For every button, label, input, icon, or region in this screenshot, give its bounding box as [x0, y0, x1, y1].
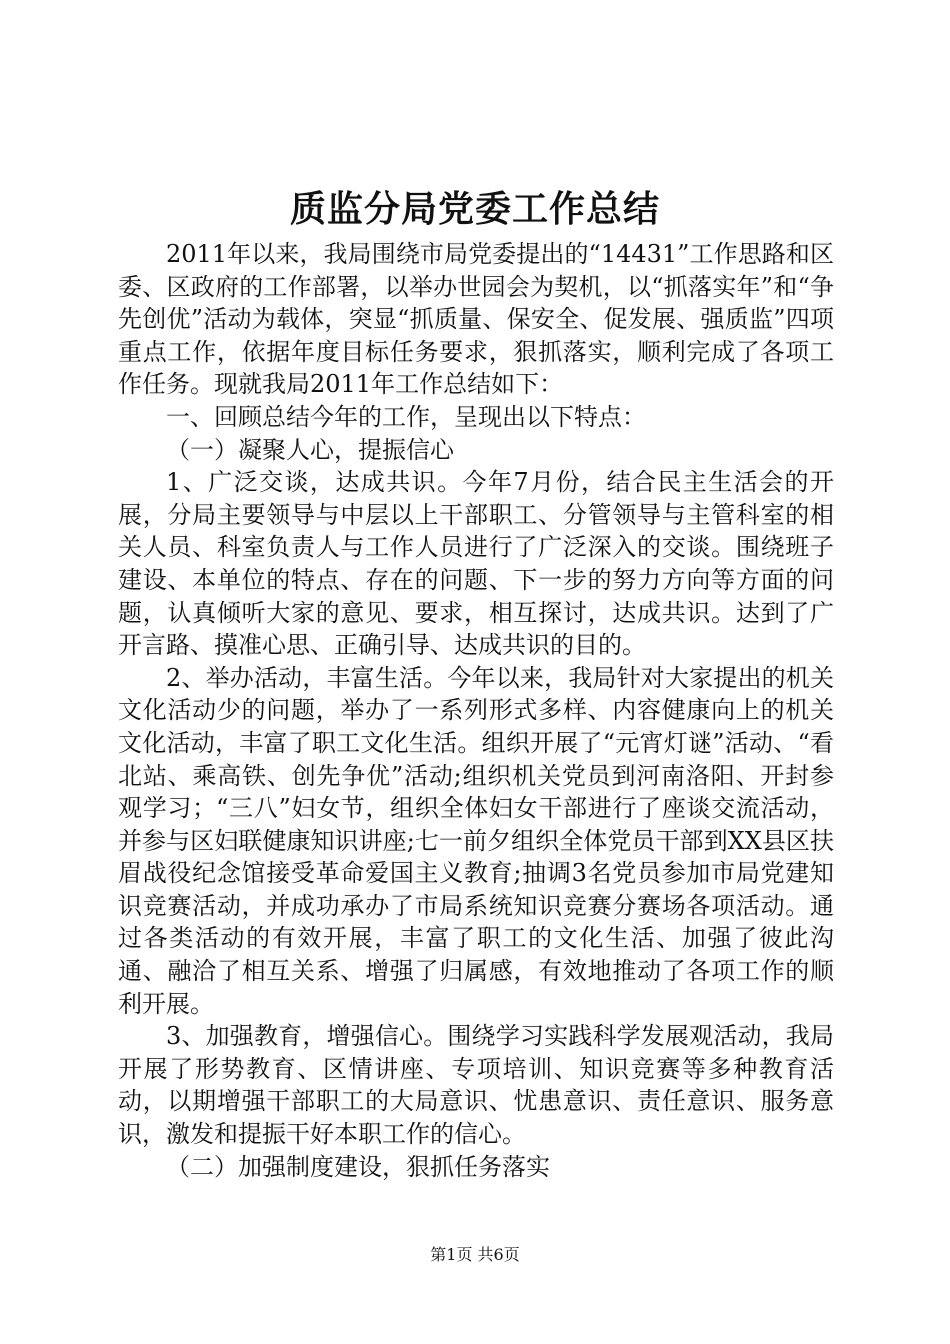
item-paragraph-1: 1、广泛交谈，达成共识。今年7月份，结合民主生活会的开展，分局主要领导与中层以上干部职工、分管领导与主管科室的相关人员、科室负责人与工作人员进行了广泛深入的交谈。围绕班子建设、本单位的特点、存在的问题、下一步的努力方向等方面的问题，认真倾听大家的意见、要求，相互探讨，达成共识。达到了广开言路、摸准心思、正确引导、达成共识的目的。 [118, 468, 834, 660]
section-heading-1: 一、回顾总结今年的工作，呈现出以下特点： [166, 402, 646, 431]
intro-paragraph: 2011年以来，我局围绕市局党委提出的“14431”工作思路和区委、区政府的工作部署，以举办世园会为契机，以“抓落实年”和“争先创优”活动为载体，突显“抓质量、保安全、促发展、强质监”四项重点工作，依据年度目标任务要求，狠抓落实，顺利完成了各项工作任务。现就我局2011年工作总结如下： [118, 240, 834, 399]
item-paragraph-2: 2、举办活动，丰富生活。今年以来，我局针对大家提出的机关文化活动少的问题，举办了一系列形式多样、内容健康向上的机关文化活动，丰富了职工文化生活。组织开展了“元宵灯谜”活动、“看北站、乘高铁、创先争优”活动;组织机关党员到河南洛阳、开封参观学习；“三八”妇女节，组织全体妇女干部进行了座谈交流活动，并参与区妇联健康知识讲座;七一前夕组织全体党员干部到XX县区扶眉战役纪念馆接受革命爱国主义教育;抽调3名党员参加市局党建知识竞赛活动，并成功承办了市局系统知识竞赛分赛场各项活动。通过各类活动的有效开展，丰富了职工的文化生活、加强了彼此沟通、融洽了相互关系、增强了归属感，有效地推动了各项工作的顺利开展。 [118, 663, 834, 1018]
subsection-heading-1: （一）凝聚人心，提振信心 [166, 435, 454, 464]
item-paragraph-3: 3、加强教育，增强信心。围绕学习实践科学发展观活动，我局开展了形势教育、区情讲座、专项培训、知识竞赛等多种教育活动，以期增强干部职工的大局意识、忧患意识、责任意识、服务意识，激发和提振干好本职工作的信心。 [118, 1022, 834, 1149]
document-body [118, 238, 834, 1183]
subsection-heading-2: （二）加强制度建设，狠抓任务落实 [166, 1152, 550, 1181]
document-title: 质监分局党委工作总结 [289, 188, 660, 230]
page-number: 第1页 共6页 [430, 1245, 520, 1264]
